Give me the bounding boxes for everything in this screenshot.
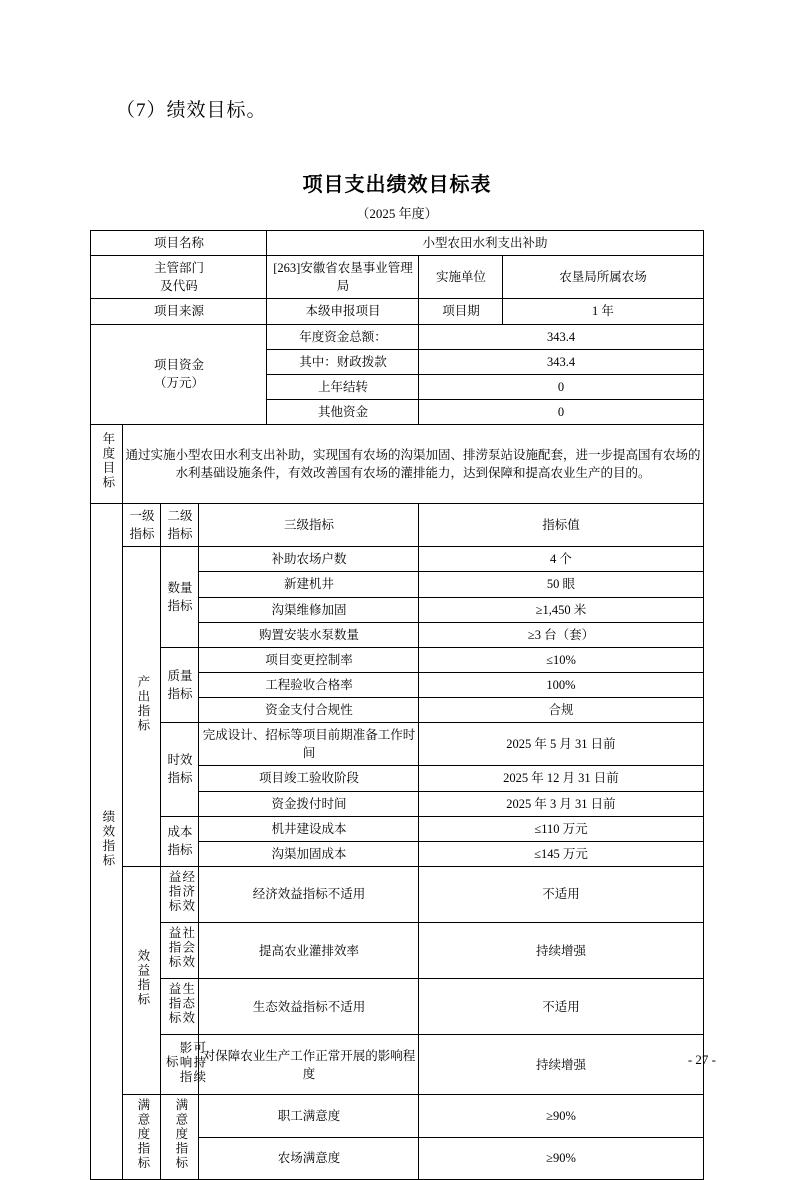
unit-label: 实施单位 xyxy=(419,256,503,299)
project-name-label: 项目名称 xyxy=(91,231,267,256)
indicator-value: 2025 年 3 月 31 日前 xyxy=(419,791,703,816)
level1-benefit xyxy=(123,866,161,1095)
indicator-value: 合规 xyxy=(419,698,703,723)
col-header-level3: 三级指标 xyxy=(199,504,419,547)
performance-indicator-label-text: 绩效指标 xyxy=(100,809,115,868)
funds-row-value: 0 xyxy=(419,399,703,424)
funds-row-value: 0 xyxy=(419,374,703,399)
period-label: 项目期 xyxy=(419,299,503,324)
level2-sustainability-text: 可持续影响指标 xyxy=(164,1040,206,1084)
level2-sustainability xyxy=(161,1035,206,1095)
level3-name: 沟渠维修加固 xyxy=(199,597,419,622)
table-row xyxy=(91,923,703,979)
table-row xyxy=(91,231,703,256)
level1-satisfaction-text: 满意度指标 xyxy=(135,1098,150,1171)
table-row xyxy=(91,979,703,1035)
indicator-value: 2025 年 12 月 31 日前 xyxy=(419,766,703,791)
indicator-value: 50 眼 xyxy=(419,572,703,597)
table-row xyxy=(91,256,703,299)
level2-quality: 质量 指标 xyxy=(161,647,199,722)
level3-name: 项目变更控制率 xyxy=(199,647,419,672)
annual-goal-text: 通过实施小型农田水利支出补助，实现国有农场的沟渠加固、排涝泵站设施配套，进一步提高国有农场的水利基础设施条件，有效改善国有农场的灌排能力，达到保障和提高农业生产的目的。 xyxy=(123,425,703,504)
level2-cost: 成本 指标 xyxy=(161,816,199,866)
level2-satisfaction xyxy=(161,1095,199,1180)
level3-name: 购置安装水泵数量 xyxy=(199,622,419,647)
indicator-value: 持续增强 xyxy=(419,1035,703,1095)
level1-benefit-text: 效益指标 xyxy=(135,949,150,1008)
level3-name: 项目竣工验收阶段 xyxy=(199,766,419,791)
level1-output-text: 产出指标 xyxy=(135,675,150,733)
level3-name: 机井建设成本 xyxy=(199,816,419,841)
level3-name: 工程验收合格率 xyxy=(199,672,419,697)
level1-output xyxy=(123,547,161,867)
table-row xyxy=(91,504,703,547)
level2-social-text: 社会效益指标 xyxy=(166,926,195,970)
funds-row-value: 343.4 xyxy=(419,324,703,349)
indicator-value: ≥90% xyxy=(419,1095,703,1137)
dept-label-line2: 及代码 xyxy=(160,279,198,294)
funds-row-name: 其中：财政拨款 xyxy=(267,349,419,374)
col-header-level2: 二级 指标 xyxy=(161,504,199,547)
level3-name: 沟渠加固成本 xyxy=(199,841,419,866)
indicator-value: 100% xyxy=(419,672,703,697)
unit-value: 农垦局所属农场 xyxy=(503,256,703,299)
funds-row-value: 343.4 xyxy=(419,349,703,374)
section-heading: （7）绩效目标。 xyxy=(116,100,267,121)
period-value: 1 年 xyxy=(503,299,703,324)
indicator-value: ≤10% xyxy=(419,647,703,672)
level3-name: 生态效益指标不适用 xyxy=(199,979,419,1035)
level3-name: 对保障农业生产工作正常开展的影响程度 xyxy=(199,1035,419,1095)
level2-economic xyxy=(161,866,199,922)
table-row xyxy=(91,1035,703,1095)
level2-ecological-text: 生态效益指标 xyxy=(166,982,195,1026)
dept-value: [263]安徽省农垦事业管理局 xyxy=(267,256,419,299)
level3-name: 经济效益指标不适用 xyxy=(199,866,419,922)
level2-satisfaction-text: 满意度指标 xyxy=(173,1098,188,1171)
page-title: 项目支出绩效目标表 xyxy=(302,174,492,196)
indicator-value: ≥90% xyxy=(419,1137,703,1179)
level2-ecological xyxy=(161,979,199,1035)
performance-indicator-label xyxy=(91,504,123,1180)
level3-name: 提高农业灌排效率 xyxy=(199,923,419,979)
level3-name: 补助农场户数 xyxy=(199,547,419,572)
project-name-value: 小型农田水利支出补助 xyxy=(267,231,703,256)
table-row xyxy=(91,547,703,572)
indicator-value: 持续增强 xyxy=(419,923,703,979)
funds-row-name: 年度资金总额： xyxy=(267,324,419,349)
level3-name: 农场满意度 xyxy=(199,1137,419,1179)
level1-satisfaction xyxy=(123,1095,161,1180)
level3-name: 完成设计、招标等项目前期准备工作时间 xyxy=(199,723,419,766)
source-value: 本级申报项目 xyxy=(267,299,419,324)
indicator-value: ≥3 台（套） xyxy=(419,622,703,647)
source-label: 项目来源 xyxy=(91,299,267,324)
funds-row-name: 上年结转 xyxy=(267,374,419,399)
table-row xyxy=(91,647,703,672)
table-row xyxy=(91,324,703,349)
indicator-value: ≤110 万元 xyxy=(419,816,703,841)
performance-goal-table xyxy=(90,230,703,1180)
annual-goal-label xyxy=(91,425,123,504)
funds-label xyxy=(91,324,267,425)
table-row xyxy=(91,1095,703,1137)
col-header-value: 指标值 xyxy=(419,504,703,547)
dept-label-line1: 主管部门 xyxy=(153,261,204,276)
indicator-value: ≥1,450 米 xyxy=(419,597,703,622)
level3-name: 新建机井 xyxy=(199,572,419,597)
table-row xyxy=(91,723,703,766)
level3-name: 资金支付合规性 xyxy=(199,698,419,723)
page-subtitle: （2025 年度） xyxy=(356,206,438,221)
annual-goal-label-text: 年度目标 xyxy=(100,432,115,491)
level2-economic-text: 经济效益指标 xyxy=(166,870,195,914)
level3-name: 职工满意度 xyxy=(199,1095,419,1137)
indicator-value: 4 个 xyxy=(419,547,703,572)
funds-row-name: 其他资金 xyxy=(267,399,419,424)
funds-label-line2: （万元） xyxy=(153,376,204,391)
table-row xyxy=(91,299,703,324)
level2-quantity: 数量 指标 xyxy=(161,547,199,648)
indicator-value: 不适用 xyxy=(419,866,703,922)
indicator-value: 不适用 xyxy=(419,979,703,1035)
page-number: - 27 - xyxy=(687,1052,716,1067)
level2-timeliness: 时效 指标 xyxy=(161,723,199,817)
level3-name: 资金拨付时间 xyxy=(199,791,419,816)
table-row xyxy=(91,425,703,504)
dept-label xyxy=(91,256,267,299)
level2-social xyxy=(161,923,199,979)
table-row xyxy=(91,866,703,922)
funds-label-line1: 项目资金 xyxy=(153,358,204,373)
indicator-value: ≤145 万元 xyxy=(419,841,703,866)
col-header-level1: 一级 指标 xyxy=(123,504,161,547)
indicator-value: 2025 年 5 月 31 日前 xyxy=(419,723,703,766)
table-row xyxy=(91,816,703,841)
